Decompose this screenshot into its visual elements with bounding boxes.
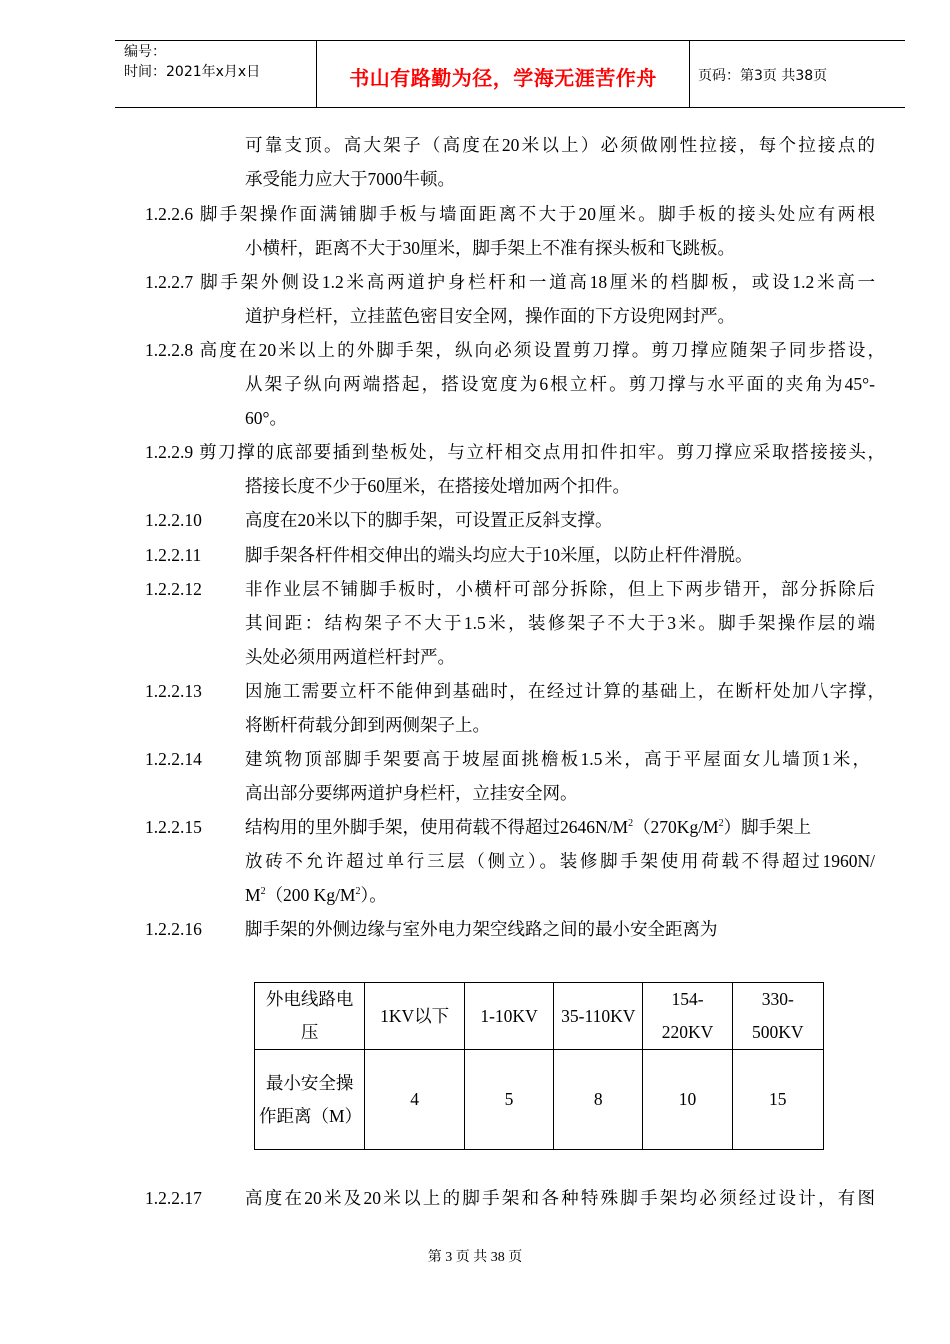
table-cell: 35-110KV — [554, 983, 643, 1050]
table-cell: 1KV以下 — [365, 983, 465, 1050]
superscript-2: 2 — [628, 818, 634, 829]
table-cell: 4 — [365, 1050, 465, 1150]
clause-1229-line-1: 1.2.2.9 剪刀撑的底部要插到垫板处，与立杆相交点用扣件扣牢。剪刀撑应采取搭接接头， — [145, 442, 885, 462]
load-text-e: （200 Kg/M — [265, 885, 356, 905]
load-text-c: ）脚手架上 — [723, 817, 812, 837]
clause-number-12215: 1.2.2.15 — [145, 817, 202, 837]
clause-number-12210: 1.2.2.10 — [145, 510, 202, 530]
table-row — [255, 983, 824, 1050]
table-cell: 外电线路电压 — [255, 983, 365, 1050]
superscript-2: 2 — [718, 818, 724, 829]
clause-12214-line-2: 高出部分要绑两道护身栏杆，立挂安全网。 — [245, 783, 578, 803]
table-cell: 5 — [464, 1050, 553, 1150]
table-cell: 8 — [554, 1050, 643, 1150]
header-code-label: 编号： — [124, 44, 166, 60]
clause-12213-line-2: 将断杆荷载分卸到两侧架子上。 — [245, 715, 490, 735]
header-top-rule — [115, 40, 905, 41]
clause-12215-line-2: 放砖不允许超过单行三层（侧立）。装修脚手架使用荷载不得超过1960N/ — [245, 851, 875, 871]
clause-12212-line-3: 头处必须用两道栏杆封严。 — [245, 647, 455, 667]
load-text-a: 结构用的里外脚手架，使用荷载不得超过2646N/M — [245, 817, 629, 837]
header-motto: 书山有路勤为径，学海无涯苦作舟 — [349, 66, 657, 90]
clause-1229-line-2: 搭接长度不少于60厘米，在搭接处增加两个扣件。 — [245, 476, 630, 496]
clause-1226-line-2: 小横杆，距离不大于30厘米，脚手架上不准有探头板和飞跳板。 — [245, 238, 735, 258]
clause-12214-line-1: 建筑物顶部脚手架要高于坡屋面挑檐板1.5米，高于平屋面女儿墙顶1米， — [245, 749, 870, 769]
table-cell: 10 — [643, 1050, 732, 1150]
clause-number-12212: 1.2.2.12 — [145, 579, 202, 599]
table-cell: 154-220KV — [643, 983, 732, 1050]
clause-1227-line-1: 1.2.2.7 脚手架外侧设1.2米高两道护身栏杆和一道高18厘米的档脚板，或设1.2米高一 — [145, 272, 875, 292]
load-text-f: ）。 — [360, 885, 387, 905]
table-cell: 15 — [732, 1050, 823, 1150]
clause-12213-line-1: 因施工需要立杆不能伸到基础时，在经过计算的基础上，在断杆处加八字撑， — [245, 681, 885, 701]
clause-12211-line-1: 脚手架各杆件相交伸出的端头均应大于10米厘，以防止杆件滑脱。 — [245, 545, 753, 565]
clause-12212-line-1: 非作业层不铺脚手板时，小横杆可部分拆除，但上下两步错开，部分拆除后 — [245, 579, 875, 599]
clause-12217-line-1: 高度在20米及20米以上的脚手架和各种特殊脚手架均必须经过设计，有图 — [245, 1188, 875, 1208]
clause-number-12216: 1.2.2.16 — [145, 919, 202, 939]
continuation-line-2: 承受能力应大于7000牛顿。 — [245, 169, 455, 189]
continuation-line-1: 可靠支顶。高大架子（高度在20米以上）必须做刚性拉接，每个拉接点的 — [245, 135, 875, 155]
header-time-label: 时间：2021年x月x日 — [124, 64, 261, 80]
table-cell: 1-10KV — [464, 983, 553, 1050]
table-row — [255, 1050, 824, 1150]
clause-1228-line-3: 60°。 — [245, 408, 287, 428]
clause-1226-line-1: 1.2.2.6 脚手架操作面满铺脚手板与墙面距离不大于20厘米。脚手板的接头处应有两根 — [145, 204, 875, 224]
clause-number-12213: 1.2.2.13 — [145, 681, 202, 701]
clause-1228-line-2: 从架子纵向两端搭起，搭设宽度为6根立杆。剪刀撑与水平面的夹角为45°- — [245, 374, 875, 394]
clause-1227-line-2: 道护身栏杆，立挂蓝色密目安全网，操作面的下方设兜网封严。 — [245, 306, 735, 326]
clause-number-12217: 1.2.2.17 — [145, 1188, 202, 1208]
safety-distance-table — [254, 982, 824, 1150]
clause-12212-line-2: 其间距：结构架子不大于1.5米，装修架子不大于3米。脚手架操作层的端 — [245, 613, 875, 633]
page-footer: 第 3 页 共 38 页 — [427, 1250, 523, 1265]
clause-12215-line-1 — [245, 815, 811, 839]
clause-12210-line-1: 高度在20米以下的脚手架，可设置正反斜支撑。 — [245, 510, 613, 530]
superscript-2: 2 — [355, 886, 361, 897]
load-text-b: （270Kg/M — [633, 817, 719, 837]
clause-12216-line-1: 脚手架的外侧边缘与室外电力架空线路之间的最小安全距离为 — [245, 919, 718, 939]
header-page-label: 页码：第3页 共38页 — [698, 68, 828, 84]
clause-12215-line-3 — [245, 883, 387, 907]
header-divider-right — [689, 40, 690, 107]
header-bottom-rule — [115, 107, 905, 108]
table-cell: 330-500KV — [732, 983, 823, 1050]
clause-number-12211: 1.2.2.11 — [145, 545, 202, 565]
superscript-2: 2 — [260, 886, 266, 897]
clause-1228-line-1: 1.2.2.8 高度在20米以上的外脚手架，纵向必须设置剪刀撑。剪刀撑应随架子同步搭设， — [145, 340, 885, 360]
clause-number-12214: 1.2.2.14 — [145, 749, 202, 769]
table-cell: 最小安全操作距离（M） — [255, 1050, 365, 1150]
load-text-d: M — [245, 885, 261, 905]
